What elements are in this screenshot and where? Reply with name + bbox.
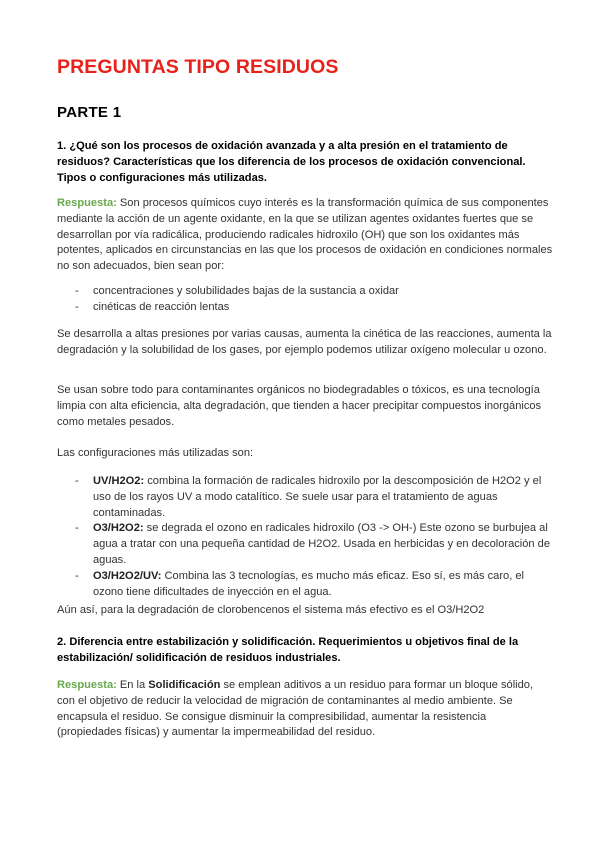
answer-2-term: Solidificación — [148, 679, 221, 691]
list-item — [57, 521, 553, 568]
list-item — [57, 569, 553, 601]
list-item-text: cinéticas de reacción lentas — [93, 300, 230, 313]
list-item-text: concentraciones y solubilidades bajas de la sustancia a oxidar — [93, 285, 399, 297]
config-text: Combina las 3 tecnologías, es mucho más eficaz. Eso sí, es más caro, el ozono tiene dificultades de inyección en el agua. — [93, 569, 524, 598]
config-text: combina la formación de radicales hidroxilo por la descomposición de H2O2 y el uso de los rayos UV a modo catalítico. Se suele usar para el tratamiento de aguas contaminadas. — [93, 475, 542, 519]
answer-2-text: se emplean aditivos a un residuo para formar un bloque sólido, con el objetivo de reducir la velocidad de migración de contaminantes al medio ambiente. Se encapsula el residuo. Se consigue disminuir la compresibilidad, aumentar la resistencia (propiedades físicas) y aumentar la impermeabilidad del residuo. — [57, 679, 534, 739]
answer-1-text: Son procesos químicos cuyo interés es la transformación química de sus componentes mediante la acción de un agente oxidante, en la que se utilizan agentes oxidantes fuertes que se desarrollan por vía radicálica, produciendo radicales hidroxilo (OH) que son los oxidantes más potentes, aplicados en circunstancias en las que los procesos de oxidación en condiciones normales no son adecuados, bien sean por: — [57, 197, 553, 273]
document-title: PREGUNTAS TIPO RESIDUOS — [57, 56, 339, 78]
bullet-dash: - — [75, 300, 79, 313]
configuration-list — [57, 474, 553, 600]
answer-label: Respuesta: — [57, 679, 117, 691]
bullet-dash: - — [75, 475, 79, 487]
list-item — [57, 284, 553, 300]
bullet-dash: - — [75, 285, 79, 297]
condition-list — [57, 284, 553, 316]
bullet-dash: - — [75, 522, 79, 535]
answer-1-intro — [57, 196, 553, 275]
list-item — [57, 300, 553, 316]
answer-2 — [57, 678, 553, 741]
list-item — [57, 474, 553, 521]
answer-label: Respuesta: — [57, 197, 117, 209]
config-text: se degrada el ozono en radicales hidroxilo (O3 -> OH-) Este ozono se burbujea al agua a tratar con una pequeña cantidad de H2O2. Usada en herbicidas y en decoloración de aguas. — [93, 522, 551, 566]
config-name: UV/H2O2: — [93, 475, 145, 487]
question-1: 1. ¿Qué son los procesos de oxidación avanzada y a alta presión en el tratamiento de residuos? Características que los diferencia de los procesos de oxidación convencional. Tipos o configuraciones más utilizadas. — [57, 140, 526, 184]
config-name: O3/H2O2/UV: — [93, 569, 162, 582]
conclusion: Aún así, para la degradación de clorobencenos el sistema más efectivo es el O3/H2O2 — [57, 604, 485, 616]
paragraph-usage: Se usan sobre todo para contaminantes orgánicos no biodegradables o tóxicos, es una tecnología limpia con alta eficiencia, alta degradación, que tienden a hacer precipitar compuestos inorgánicos como metales pesados. — [57, 384, 542, 428]
bullet-dash: - — [75, 569, 79, 582]
paragraph-pressure: Se desarrolla a altas presiones por varias causas, aumenta la cinética de las reacciones, aumenta la degradación y la solubilidad de los gases, por ejemplo podemos utilizar oxígeno molecular u ozono. — [57, 328, 552, 356]
part-heading: PARTE 1 — [57, 104, 122, 121]
configs-intro: Las configuraciones más utilizadas son: — [57, 447, 254, 459]
config-name: O3/H2O2: — [93, 522, 144, 535]
answer-2-pre: En la — [116, 679, 149, 691]
question-2: 2. Diferencia entre estabilización y solidificación. Requerimientos u objetivos final de la estabilización/ solidificación de residuos industriales. — [57, 636, 519, 664]
